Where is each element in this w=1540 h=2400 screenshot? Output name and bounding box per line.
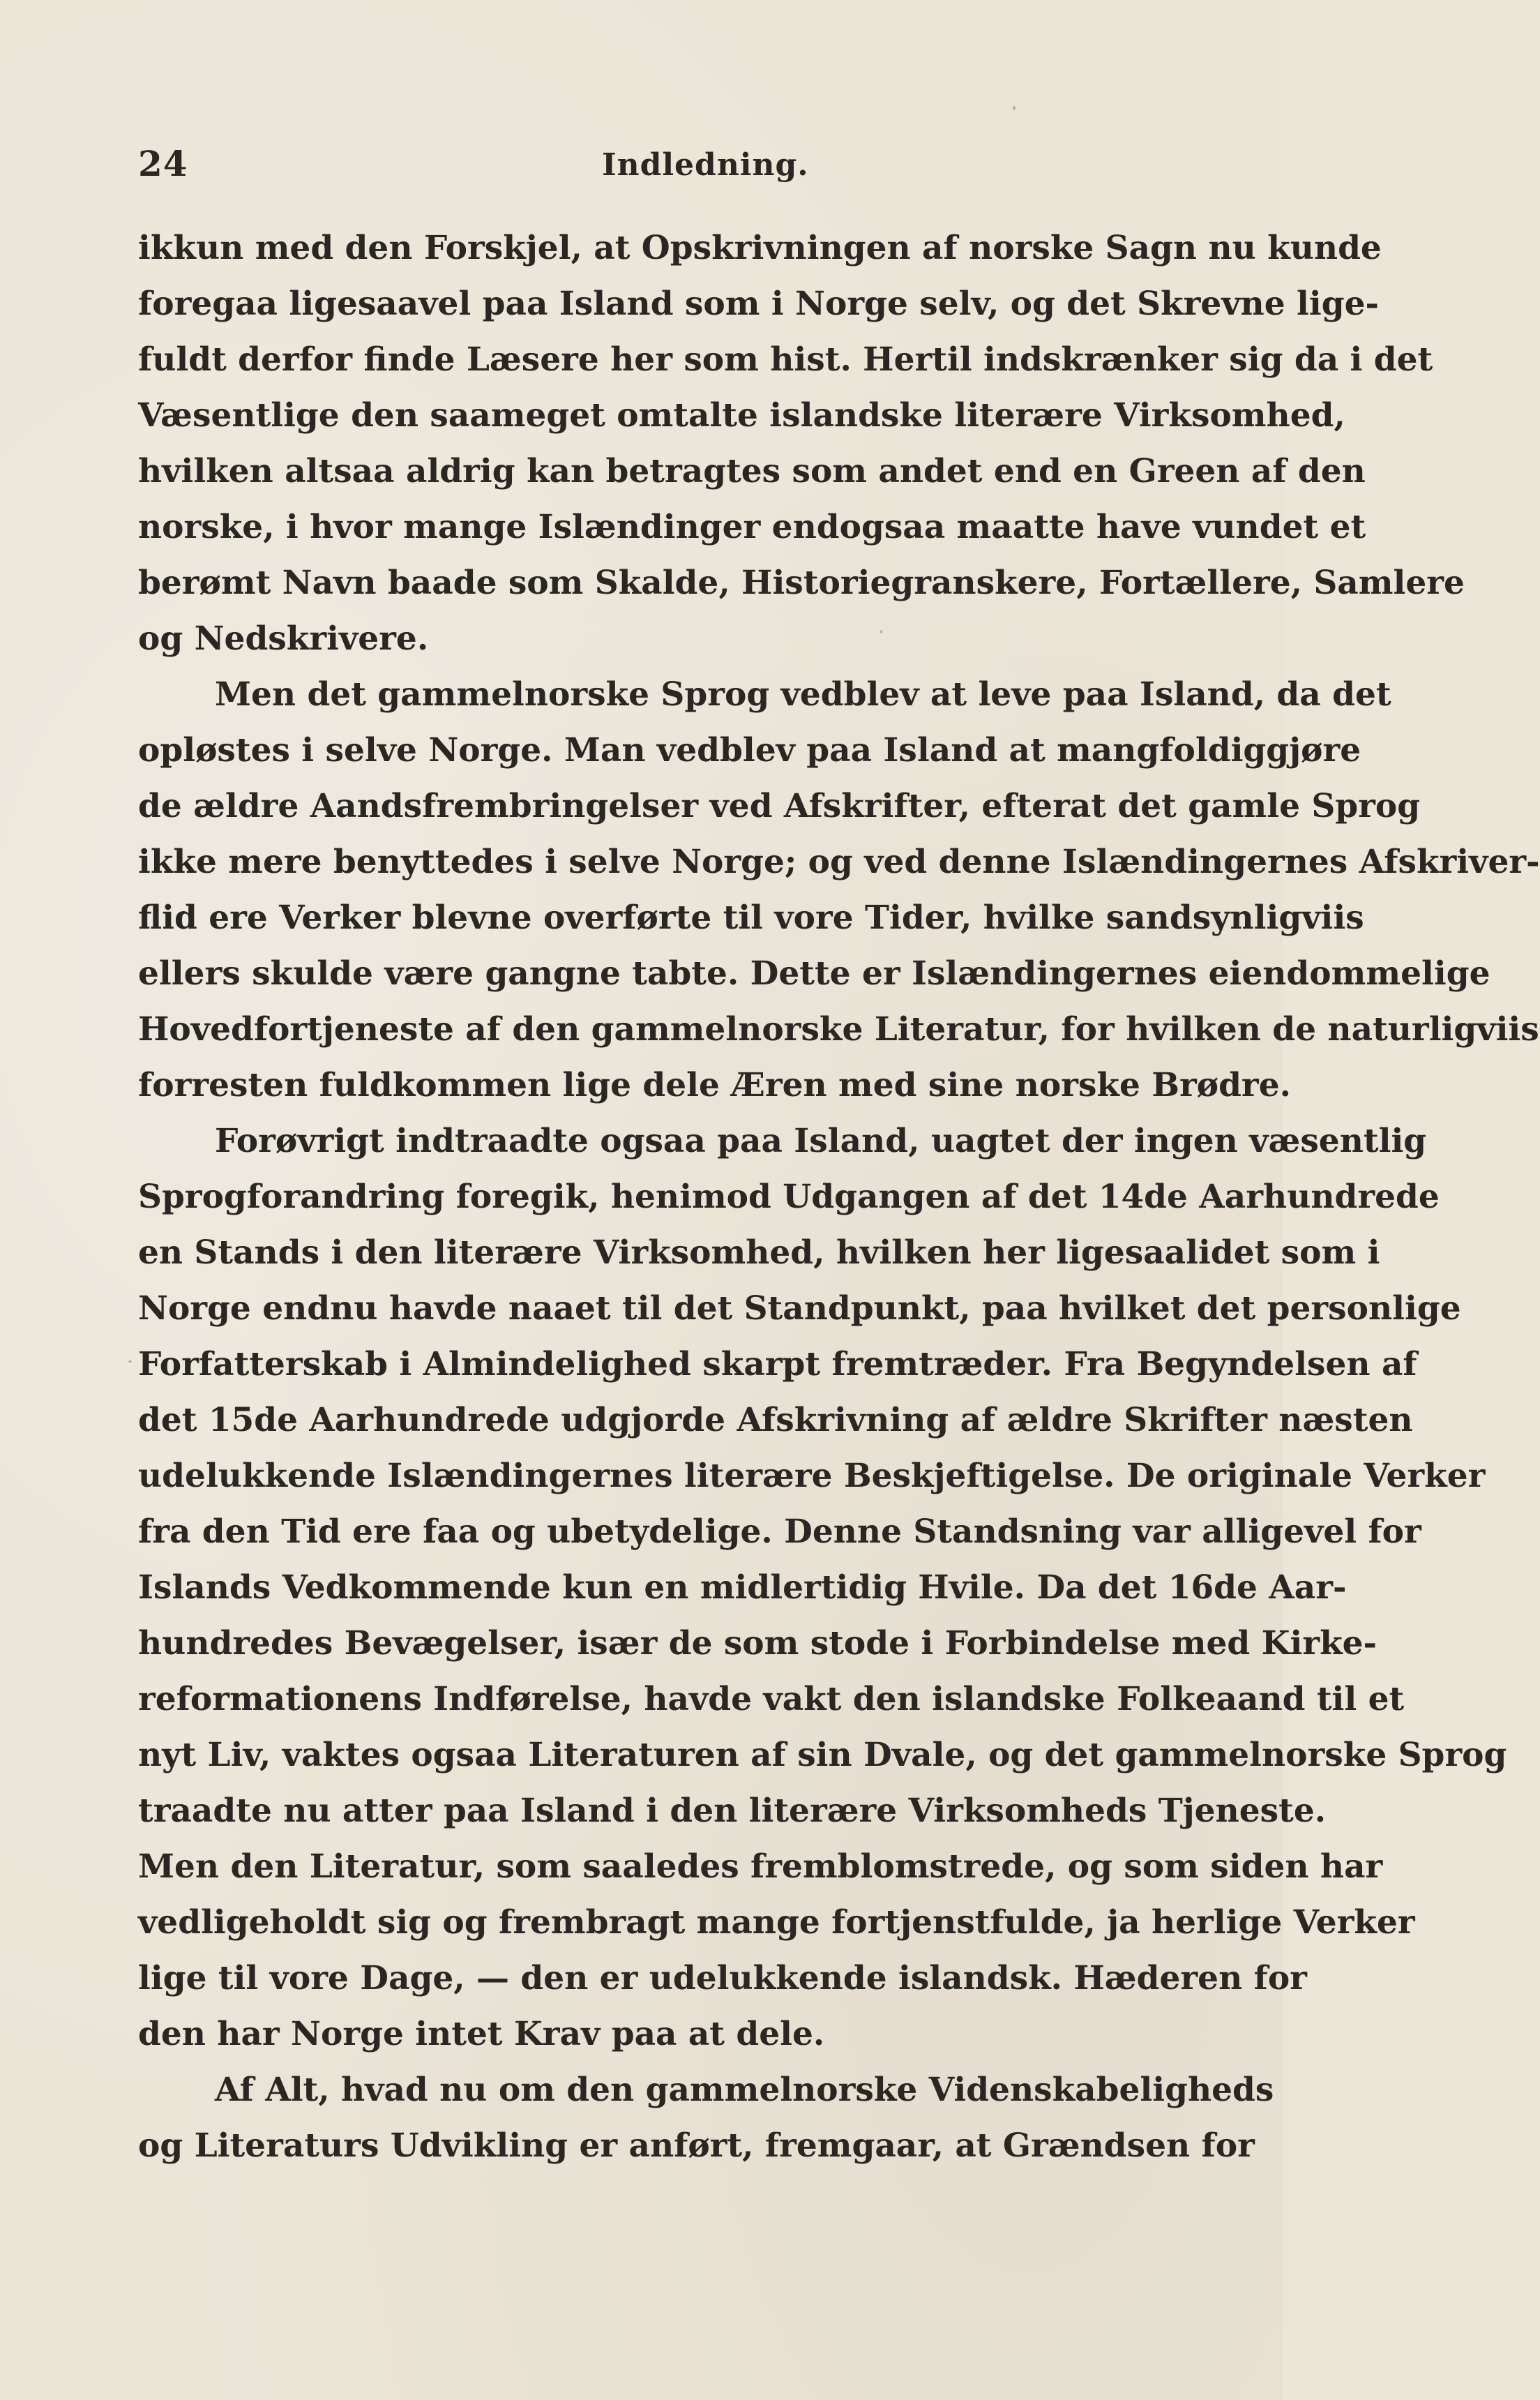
paragraph-3 xyxy=(138,1113,1507,2062)
page-header xyxy=(138,143,1215,192)
text-line: Islands Vedkommende kun en midlertidig Hvile. Da det 16de Aar- xyxy=(138,1568,1347,1607)
text-line: fuldt derfor finde Læsere her som hist. Hertil indskrænker sig da i det xyxy=(138,340,1433,379)
paragraph-4 xyxy=(138,2062,1274,2174)
text-line: de ældre Aandsfrembringelser ved Afskrifter, efterat det gamle Sprog xyxy=(138,787,1421,825)
text-line: Af Alt, hvad nu om den gammelnorske Videnskabeligheds xyxy=(215,2071,1274,2109)
paper-speck xyxy=(880,630,882,633)
page-number: 24 xyxy=(138,143,188,184)
text-line: den har Norge intet Krav paa at dele. xyxy=(138,2015,825,2053)
text-line: Sprogforandring foregik, henimod Udgangen af det 14de Aarhundrede xyxy=(138,1178,1440,1216)
text-line: og Literaturs Udvikling er anført, fremgaar, at Grændsen for xyxy=(138,2127,1255,2165)
text-line: en Stands i den literære Virksomhed, hvilken her ligesaalidet som i xyxy=(138,1233,1380,1272)
body-text xyxy=(138,220,1540,2174)
text-line: vedligeholdt sig og frembragt mange fortjenstfulde, ja herlige Verker xyxy=(138,1903,1415,1942)
text-line: udelukkende Islændingernes literære Beskjeftigelse. De originale Verker xyxy=(138,1457,1486,1495)
text-line: berømt Navn baade som Skalde, Historiegranskere, Fortællere, Samlere xyxy=(138,564,1465,602)
text-line: Men det gammelnorske Sprog vedblev at leve paa Island, da det xyxy=(215,675,1391,714)
text-line: norske, i hvor mange Islændinger endogsaa maatte have vundet et xyxy=(138,508,1366,546)
text-line: lige til vore Dage, — den er udelukkende islandsk. Hæderen for xyxy=(138,1959,1307,1997)
paragraph-2 xyxy=(138,667,1540,1113)
text-line: det 15de Aarhundrede udgjorde Afskrivning af ældre Skrifter næsten xyxy=(138,1401,1413,1439)
text-line: Forøvrigt indtraadte ogsaa paa Island, uagtet der ingen væsentlig xyxy=(215,1122,1427,1160)
text-line: forresten fuldkommen lige dele Æren med sine norske Brødre. xyxy=(138,1066,1291,1104)
text-line: Men den Literatur, som saaledes fremblomstrede, og som siden har xyxy=(138,1847,1383,1886)
text-line: nyt Liv, vaktes ogsaa Literaturen af sin Dvale, og det gammelnorske Sprog xyxy=(138,1736,1507,1774)
text-line: reformationens Indførelse, havde vakt den islandske Folkeaand til et xyxy=(138,1680,1405,1718)
text-line: Forfatterskab i Almindelighed skarpt fremtræder. Fra Begyndelsen af xyxy=(138,1345,1417,1383)
text-line: Norge endnu havde naaet til det Standpunkt, paa hvilket det personlige xyxy=(138,1289,1461,1328)
text-line: foregaa ligesaavel paa Island som i Norge selv, og det Skrevne lige- xyxy=(138,285,1379,323)
text-line: ikke mere benyttedes i selve Norge; og ved denne Islændingernes Afskriver- xyxy=(138,843,1540,881)
text-line: fra den Tid ere faa og ubetydelige. Denne Standsning var alligevel for xyxy=(138,1513,1421,1551)
running-head: Indledning. xyxy=(602,147,809,183)
paragraph-1 xyxy=(138,220,1465,667)
text-line: ellers skulde være gangne tabte. Dette er Islændingernes eiendommelige xyxy=(138,954,1490,993)
text-line: opløstes i selve Norge. Man vedblev paa Island at mangfoldiggjøre xyxy=(138,731,1361,770)
text-line: flid ere Verker blevne overførte til vore Tider, hvilke sandsynligviis xyxy=(138,899,1364,937)
text-line: traadte nu atter paa Island i den literære Virksomheds Tjeneste. xyxy=(138,1792,1327,1830)
text-line: Hovedfortjeneste af den gammelnorske Literatur, for hvilken de naturligviis xyxy=(138,1010,1539,1049)
text-line: og Nedskrivere. xyxy=(138,620,429,658)
text-line: Væsentlige den saameget omtalte islandske literære Virksomhed, xyxy=(138,396,1345,435)
text-line: hundredes Bevægelser, især de som stode i Forbindelse med Kirke- xyxy=(138,1624,1377,1663)
paper-speck xyxy=(1013,106,1016,110)
text-line: ikkun med den Forskjel, at Opskrivningen af norske Sagn nu kunde xyxy=(138,229,1382,267)
paper-speck xyxy=(128,1360,132,1363)
text-line: hvilken altsaa aldrig kan betragtes som andet end en Green af den xyxy=(138,452,1366,490)
